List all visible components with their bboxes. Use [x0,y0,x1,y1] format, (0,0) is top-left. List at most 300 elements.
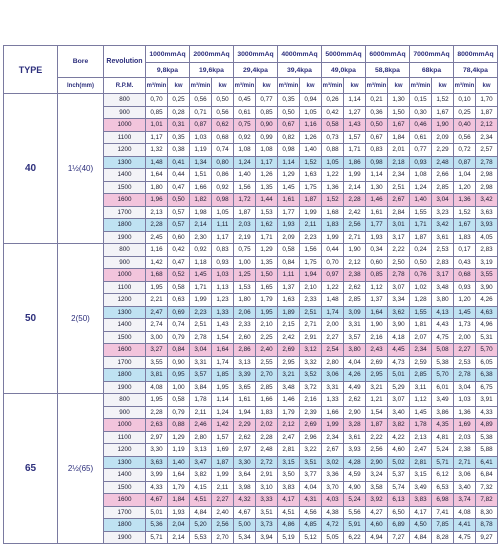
flow-cell: 1,73 [454,319,476,332]
flow-cell: 2,16 [366,331,388,344]
power-cell: 6,50 [388,506,410,519]
flow-cell: 0,83 [366,144,388,157]
flow-cell: 2,03 [454,431,476,444]
flow-cell: 3,06 [322,369,344,382]
power-cell: 1,57 [344,131,366,144]
flow-cell: 0,75 [234,119,256,132]
pressure-mmaq-header: 5000mmAq [322,46,366,63]
power-cell: 0,98 [212,194,234,207]
bore-cell: 2(50) [58,244,104,394]
power-unit-header: kw [476,78,498,94]
flow-cell: 0,67 [278,119,300,132]
power-unit-header: kw [300,78,322,94]
bore-cell: 1½(40) [58,94,104,244]
flow-cell: 1,99 [190,294,212,307]
rpm-cell: 1000 [104,269,146,282]
flow-cell: 2,00 [454,331,476,344]
flow-cell: 0,25 [454,106,476,119]
flow-cell: 1,20 [454,294,476,307]
rpm-cell: 1700 [104,206,146,219]
power-cell: 6,22 [344,531,366,544]
flow-cell: 1,04 [454,169,476,182]
flow-cell: 5,20 [190,519,212,532]
power-cell: 0,31 [168,119,190,132]
power-cell: 3,42 [476,194,498,207]
flow-cell: 0,82 [278,131,300,144]
flow-cell: 1,29 [278,169,300,182]
power-cell: 4,35 [432,419,454,432]
flow-cell: 1,20 [454,181,476,194]
power-cell: 1,11 [212,219,234,232]
flow-cell: 0,35 [278,94,300,107]
flow-cell: 3,15 [410,469,432,482]
power-cell: 3,80 [432,294,454,307]
power-cell: 1,33 [212,306,234,319]
flow-cell: 2,45 [146,231,168,244]
flow-cell: 3,55 [146,356,168,369]
power-cell: 0,47 [168,181,190,194]
power-cell: 3,72 [300,381,322,394]
power-cell: 3,49 [432,394,454,407]
flow-cell: 4,38 [322,506,344,519]
power-cell: 1,56 [300,244,322,257]
power-cell: 7,32 [476,481,498,494]
power-cell: 1,50 [388,106,410,119]
flow-cell: 2,74 [146,319,168,332]
power-cell: 2,14 [344,181,366,194]
power-unit-header: kw [168,78,190,94]
flow-cell: 3,40 [454,481,476,494]
power-cell: 2,12 [344,256,366,269]
flow-cell: 4,84 [190,506,212,519]
power-cell: 0,84 [168,344,190,357]
power-cell: 1,87 [212,456,234,469]
power-cell: 3,12 [300,344,322,357]
rpm-cell: 1400 [104,319,146,332]
flow-cell: 0,42 [322,106,344,119]
power-cell: 5,31 [476,331,498,344]
power-cell: 1,43 [212,319,234,332]
flow-cell: 4,17 [410,506,432,519]
pressure-mmaq-header: 3000mmAq [234,46,278,63]
power-cell: 1,26 [256,169,278,182]
flow-cell: 1,16 [146,244,168,257]
power-cell: 3,01 [388,219,410,232]
rpm-cell: 900 [104,406,146,419]
flow-cell: 0,26 [322,94,344,107]
power-cell: 2,22 [388,244,410,257]
power-cell: 2,71 [344,231,366,244]
power-cell: 3,34 [388,294,410,307]
flow-cell: 2,47 [146,306,168,319]
power-cell: 1,75 [300,181,322,194]
revolution-header: Revolution [104,46,146,78]
power-cell: 4,60 [388,444,410,457]
type-cell: 40 [4,94,58,244]
flow-cell: 3,21 [366,381,388,394]
flow-cell: 3,64 [234,469,256,482]
flow-cell: 1,79 [278,406,300,419]
flow-cell: 2,11 [190,406,212,419]
flow-cell: 1,55 [410,206,432,219]
power-cell: 1,42 [212,419,234,432]
power-cell: 4,85 [300,519,322,532]
flow-cell: 4,84 [410,531,432,544]
power-cell: 1,94 [300,269,322,282]
power-cell: 3,63 [476,206,498,219]
power-cell: 2,48 [432,156,454,169]
rpm-cell: 1200 [104,294,146,307]
flow-cell: 3,13 [234,356,256,369]
power-cell: 3,90 [476,281,498,294]
rpm-cell: 1400 [104,469,146,482]
power-cell: 1,29 [168,431,190,444]
power-cell: 2,70 [256,369,278,382]
power-cell: 1,90 [432,119,454,132]
flow-cell: 1,67 [454,219,476,232]
power-cell: 1,69 [212,444,234,457]
rpm-cell: 1800 [104,219,146,232]
flow-cell: 0,85 [146,106,168,119]
flow-cell: 4,86 [278,519,300,532]
power-cell: 2,83 [432,256,454,269]
power-cell: 1,14 [212,394,234,407]
rpm-cell: 900 [104,256,146,269]
power-cell: 2,71 [300,319,322,332]
power-cell: 2,40 [212,506,234,519]
power-cell: 2,69 [300,419,322,432]
flow-cell: 2,81 [278,444,300,457]
flow-cell: 1,32 [146,144,168,157]
power-cell: 0,28 [168,106,190,119]
flow-cell: 0,17 [454,244,476,257]
flow-cell: 1,99 [322,231,344,244]
power-cell: 0,58 [168,394,190,407]
flow-cell: 2,28 [146,406,168,419]
flow-cell: 1,03 [454,394,476,407]
power-cell: 3,10 [256,481,278,494]
power-cell: 5,38 [432,356,454,369]
power-cell: 2,62 [344,281,366,294]
flow-cell: 2,69 [366,356,388,369]
power-unit-header: kw [344,78,366,94]
rpm-cell: 1100 [104,281,146,294]
flow-cell: 1,96 [146,194,168,207]
table-body [4,94,498,544]
power-cell: 2,91 [300,331,322,344]
power-cell: 4,81 [432,431,454,444]
flow-cell: 0,67 [366,131,388,144]
flow-cell: 2,29 [234,419,256,432]
flow-cell: 0,73 [322,131,344,144]
power-unit-header: kw [212,78,234,94]
power-cell: 0,90 [256,119,278,132]
flow-cell: 1,89 [278,306,300,319]
power-cell: 0,62 [212,119,234,132]
power-cell: 3,42 [432,219,454,232]
power-cell: 1,40 [168,456,190,469]
flow-cell: 2,30 [190,231,212,244]
power-cell: 5,01 [388,369,410,382]
power-cell: 3,28 [344,419,366,432]
flow-cell: 2,59 [410,356,432,369]
table-row [4,394,498,407]
rpm-cell: 800 [104,94,146,107]
power-cell: 0,83 [212,244,234,257]
flow-cell: 0,97 [322,269,344,282]
flow-cell: 1,45 [278,181,300,194]
flow-cell: 0,68 [454,269,476,282]
rpm-cell: 1600 [104,494,146,507]
power-cell: 2,72 [256,456,278,469]
flow-cell: 0,87 [190,119,212,132]
power-cell: 4,96 [476,319,498,332]
rpm-cell: 1600 [104,194,146,207]
flow-cell: 1,78 [190,394,212,407]
flow-cell: 1,40 [410,194,432,207]
flow-unit-header: m³/min [322,78,344,94]
flow-cell: 2,33 [234,319,256,332]
power-cell: 1,08 [256,144,278,157]
power-cell: 2,67 [388,194,410,207]
rpm-cell: 1100 [104,431,146,444]
power-cell: 0,79 [168,331,190,344]
power-cell: 2,14 [168,531,190,544]
flow-cell: 1,03 [190,131,212,144]
pressure-kpa-header: 29,4kpa [234,63,278,78]
flow-cell: 3,84 [190,381,212,394]
power-cell: 6,12 [432,469,454,482]
power-cell: 9,27 [476,531,498,544]
flow-cell: 3,31 [190,356,212,369]
flow-cell: 0,21 [366,94,388,107]
flow-cell: 2,78 [190,331,212,344]
power-cell: 2,10 [256,319,278,332]
flow-cell: 0,93 [410,156,432,169]
flow-cell: 0,46 [410,119,432,132]
flow-cell: 1,64 [146,169,168,182]
power-cell: 6,41 [476,456,498,469]
power-cell: 2,02 [256,419,278,432]
flow-cell: 0,30 [410,106,432,119]
power-cell: 5,24 [432,444,454,457]
power-cell: 1,70 [476,94,498,107]
power-cell: 2,98 [476,169,498,182]
power-cell: 1,44 [256,194,278,207]
power-cell: 2,18 [388,156,410,169]
power-cell: 2,04 [168,519,190,532]
power-cell: 3,80 [344,344,366,357]
flow-cell: 0,44 [322,244,344,257]
pressure-kpa-header: 9,8kpa [146,63,190,78]
flow-cell: 4,08 [146,381,168,394]
flow-cell: 1,81 [410,319,432,332]
flow-cell: 1,00 [234,256,256,269]
flow-cell: 1,80 [234,294,256,307]
type-cell: 65 [4,394,58,544]
flow-cell: 1,66 [190,181,212,194]
power-cell: 7,27 [388,531,410,544]
flow-cell: 1,94 [234,406,256,419]
power-cell: 5,37 [388,469,410,482]
table-header [4,46,498,94]
flow-cell: 1,30 [366,181,388,194]
flow-cell: 4,32 [234,494,256,507]
power-cell: 1,85 [212,369,234,382]
flow-cell: 1,24 [234,156,256,169]
power-cell: 6,53 [432,481,454,494]
flow-cell: 1,37 [278,281,300,294]
power-cell: 0,47 [168,256,190,269]
rpm-cell: 1500 [104,181,146,194]
rpm-cell: 1200 [104,144,146,157]
power-cell: 1,17 [256,156,278,169]
flow-cell: 2,03 [234,219,256,232]
pressure-mmaq-header: 8000mmAq [454,46,498,63]
pressure-mmaq-header: 2000mmAq [190,46,234,63]
flow-cell: 0,75 [234,244,256,257]
power-cell: 1,30 [388,94,410,107]
power-cell: 2,78 [388,269,410,282]
flow-cell: 1,19 [190,144,212,157]
flow-cell: 3,82 [190,469,212,482]
flow-cell: 5,36 [146,519,168,532]
power-cell: 6,75 [476,381,498,394]
flow-cell: 0,87 [454,156,476,169]
power-cell: 1,54 [212,331,234,344]
power-cell: 0,44 [168,169,190,182]
flow-cell: 1,36 [322,181,344,194]
power-cell: 5,02 [388,456,410,469]
pressure-mmaq-header: 4000mmAq [278,46,322,63]
rpm-cell: 1500 [104,481,146,494]
power-cell: 4,59 [344,469,366,482]
flow-cell: 4,03 [322,494,344,507]
power-cell: 2,56 [344,219,366,232]
power-cell: 7,85 [432,519,454,532]
flow-cell: 1,95 [146,394,168,407]
power-cell: 3,91 [476,394,498,407]
flow-cell: 1,46 [278,394,300,407]
power-cell: 3,48 [432,281,454,294]
pressure-kpa-header: 39,4kpa [278,63,322,78]
flow-cell: 1,17 [146,131,168,144]
flow-cell: 2,23 [190,306,212,319]
power-cell: 4,13 [432,306,454,319]
power-cell: 3,51 [300,456,322,469]
rpm-cell: 1500 [104,331,146,344]
flow-cell: 2,47 [278,431,300,444]
table-row [4,94,498,107]
power-cell: 3,31 [344,319,366,332]
flow-cell: 4,72 [322,519,344,532]
power-cell: 2,90 [344,406,366,419]
bore-header: Bore [58,46,104,78]
power-cell: 1,50 [256,269,278,282]
flow-cell: 2,97 [234,444,256,457]
flow-cell: 1,87 [410,231,432,244]
flow-cell: 3,99 [146,469,168,482]
power-cell: 0,93 [212,256,234,269]
flow-cell: 1,48 [146,156,168,169]
power-cell: 1,99 [212,469,234,482]
flow-cell: 2,60 [234,331,256,344]
flow-cell: 4,67 [146,494,168,507]
flow-cell: 3,74 [454,494,476,507]
power-cell: 0,38 [168,144,190,157]
power-cell: 6,84 [476,469,498,482]
power-cell: 0,88 [168,419,190,432]
power-cell: 5,70 [476,344,498,357]
power-cell: 0,58 [168,281,190,294]
pressure-mmaq-header: 1000mmAq [146,46,190,63]
power-cell: 0,79 [168,406,190,419]
power-cell: 0,90 [168,356,190,369]
power-cell: 3,23 [432,206,454,219]
power-cell: 4,90 [344,481,366,494]
pressure-kpa-header: 78,4kpa [454,63,498,78]
power-cell: 3,55 [476,269,498,282]
flow-cell: 1,22 [322,169,344,182]
flow-cell: 1,33 [322,394,344,407]
flow-cell: 0,88 [322,144,344,157]
flow-cell: 2,07 [410,331,432,344]
flow-cell: 2,53 [454,356,476,369]
flow-cell: 4,75 [454,531,476,544]
rpm-cell: 1900 [104,381,146,394]
flow-cell: 0,70 [322,256,344,269]
power-cell: 2,56 [212,519,234,532]
flow-cell: 2,22 [366,431,388,444]
flow-cell: 0,45 [234,94,256,107]
power-cell: 2,16 [300,394,322,407]
power-cell: 1,52 [300,156,322,169]
flow-cell: 4,67 [234,506,256,519]
power-cell: 1,64 [168,469,190,482]
rpm-cell: 900 [104,106,146,119]
power-cell: 3,61 [432,231,454,244]
power-cell: 0,86 [212,169,234,182]
rpm-cell: 1900 [104,231,146,244]
flow-cell: 1,54 [366,406,388,419]
power-cell: 3,07 [388,281,410,294]
flow-cell: 1,25 [234,269,256,282]
flow-cell: 2,00 [322,319,344,332]
power-cell: 2,34 [388,169,410,182]
power-cell: 1,79 [168,481,190,494]
flow-cell: 0,71 [190,106,212,119]
flow-cell: 3,30 [234,456,256,469]
power-cell: 0,85 [256,106,278,119]
flow-cell: 1,95 [146,281,168,294]
power-cell: 4,28 [344,456,366,469]
flow-cell: 1,66 [322,406,344,419]
power-cell: 1,29 [256,244,278,257]
pressure-kpa-header: 58,8kpa [366,63,410,78]
flow-cell: 0,50 [278,106,300,119]
power-cell: 5,12 [300,531,322,544]
flow-cell: 0,72 [454,144,476,157]
power-cell: 2,62 [344,394,366,407]
power-cell: 8,28 [432,531,454,544]
flow-cell: 0,24 [410,244,432,257]
flow-cell: 1,14 [278,156,300,169]
rpm-cell: 1800 [104,519,146,532]
power-cell: 1,63 [300,169,322,182]
rpm-cell: 1400 [104,169,146,182]
power-cell: 0,68 [212,131,234,144]
power-cell: 5,56 [344,506,366,519]
